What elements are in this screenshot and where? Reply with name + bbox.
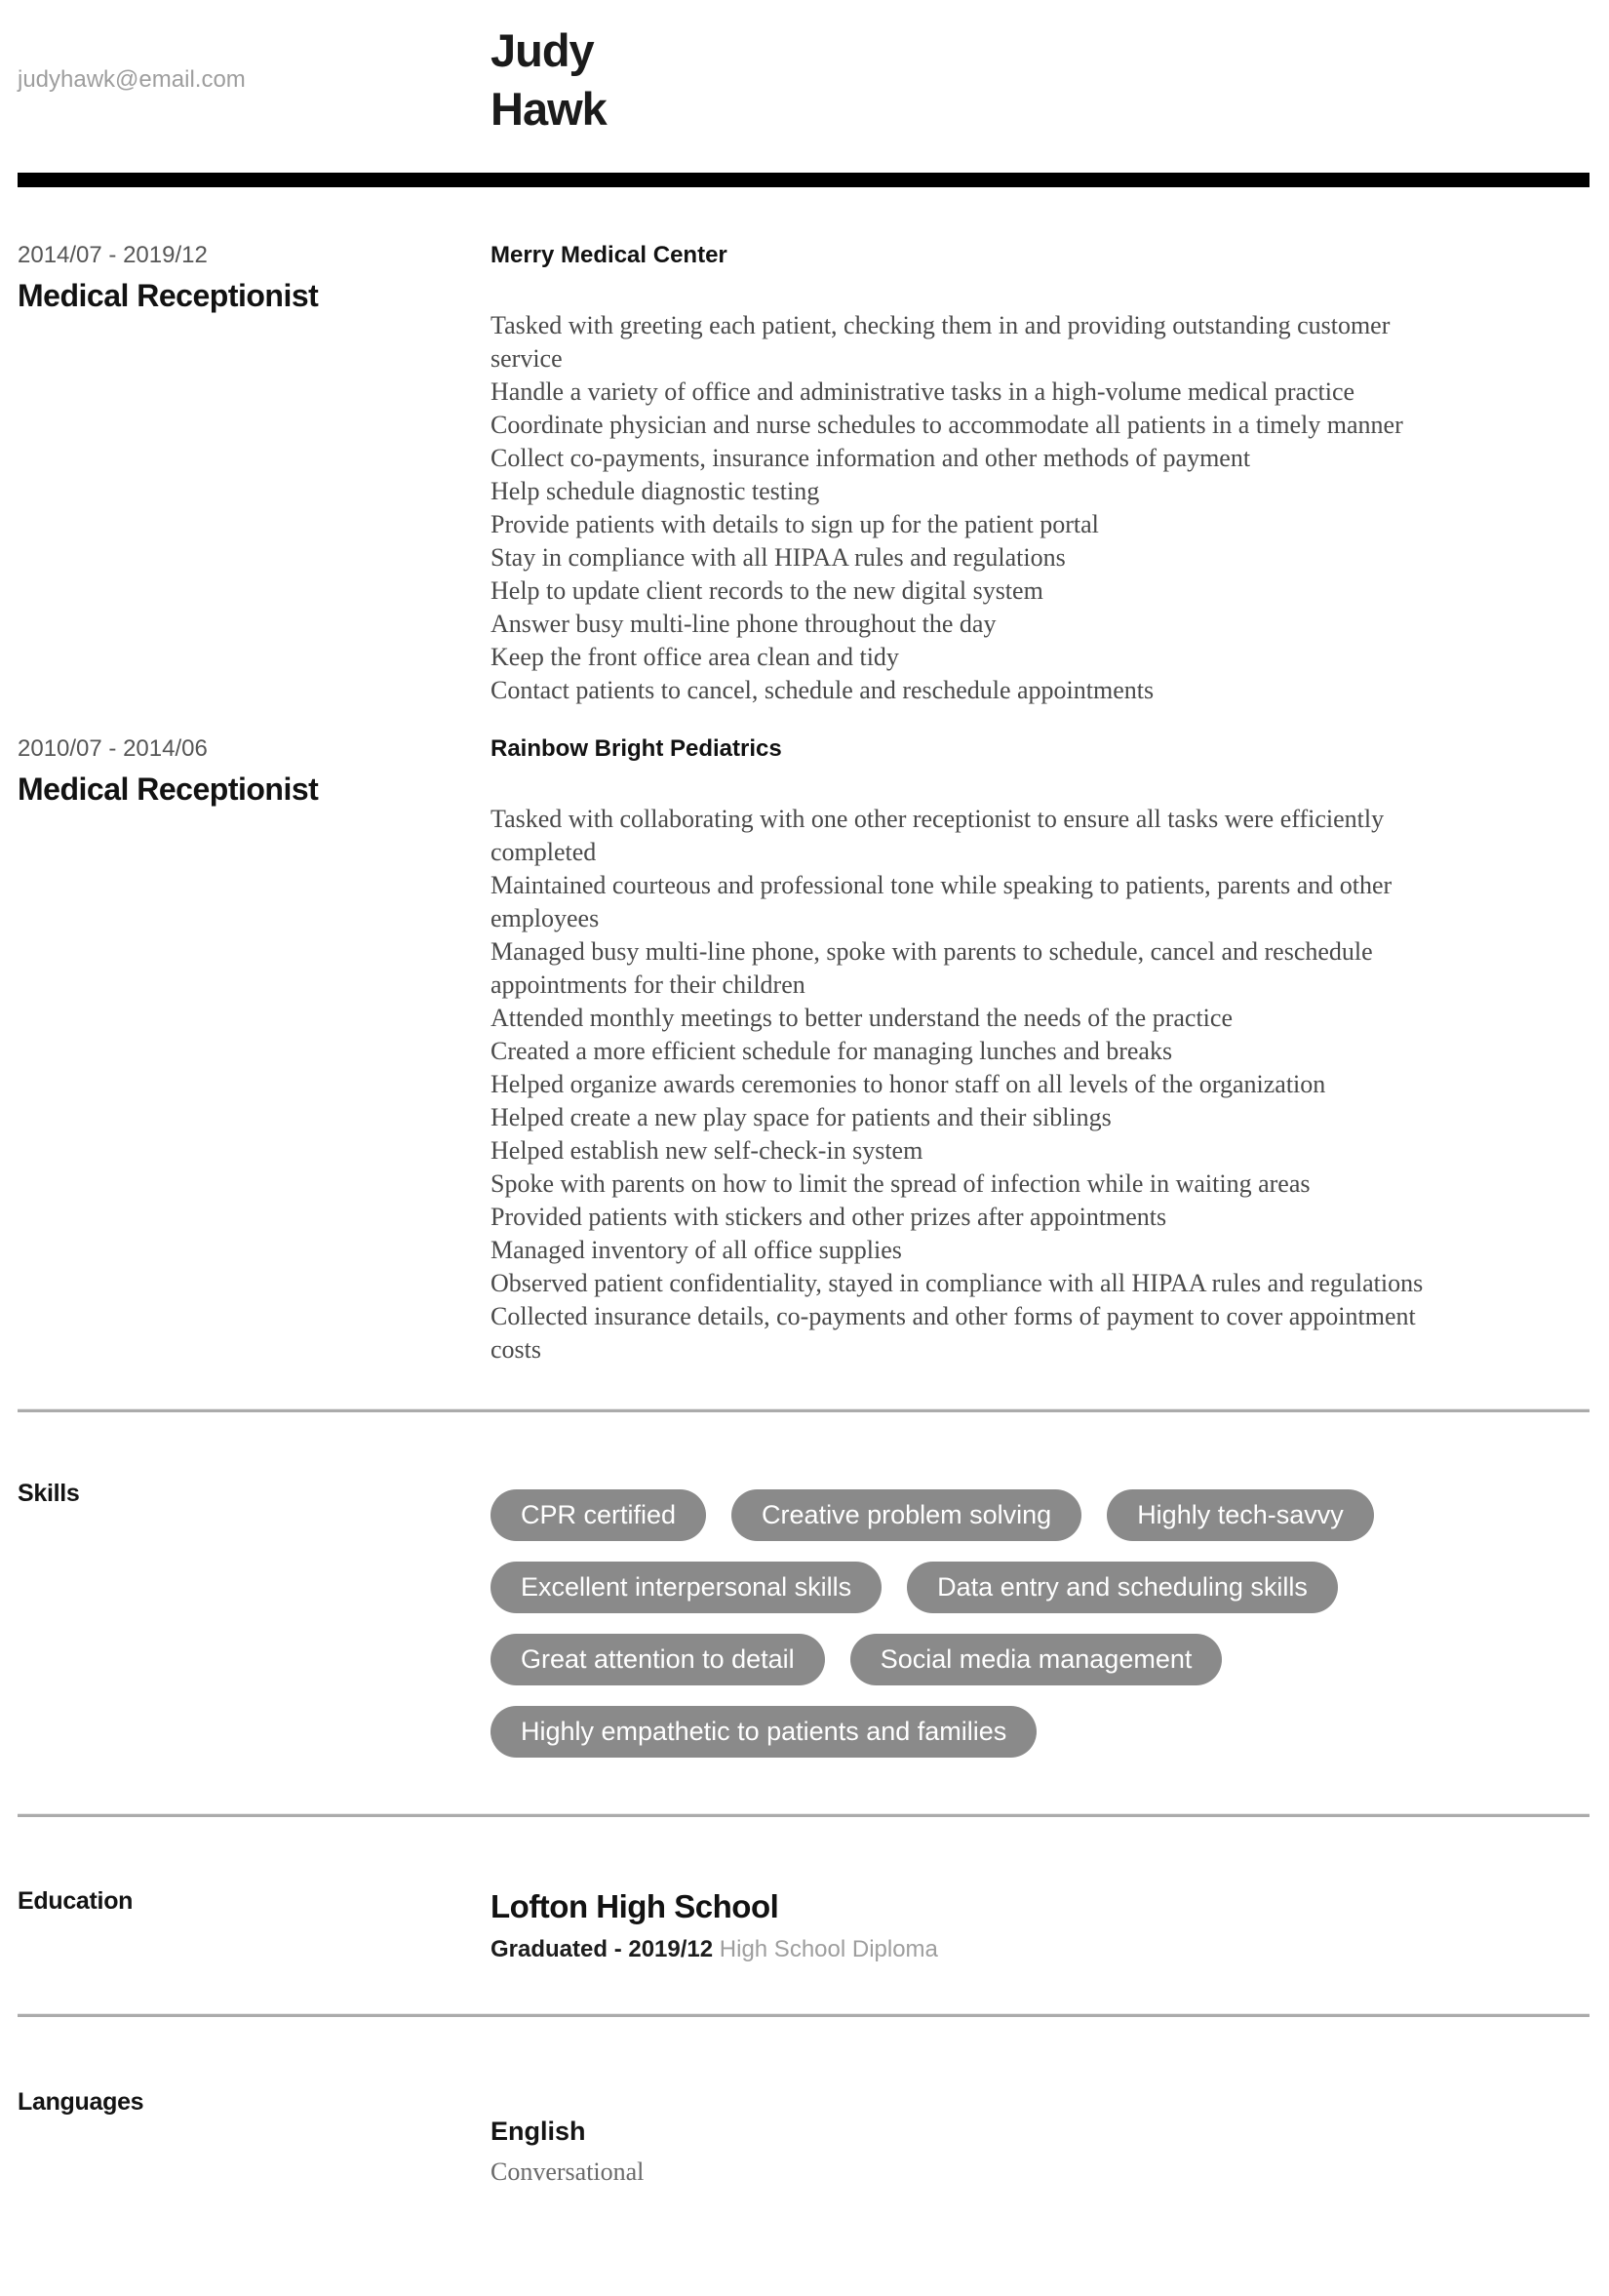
job-description — [491, 309, 1589, 707]
job-description-line: Provide patients with details to sign up for the patient portal — [491, 510, 1099, 538]
job-description-line: Tasked with greeting each patient, checking them in and providing outstanding customer — [491, 311, 1391, 339]
job-description-line: Help schedule diagnostic testing — [491, 477, 820, 505]
languages-label: Languages — [18, 2088, 144, 2116]
job-description-line: completed — [491, 838, 597, 866]
job-description-line: Contact patients to cancel, schedule and reschedule appointments — [491, 676, 1155, 704]
skills-label: Skills — [18, 1480, 80, 1507]
job-description-line: Helped create a new play space for patients and their siblings — [491, 1103, 1112, 1131]
skills-pill-row — [491, 1634, 1589, 1685]
education-label: Education — [18, 1887, 134, 1915]
person-name — [491, 21, 1589, 139]
job-description-line: Help to update client records to the new digital system — [491, 576, 1043, 605]
job-description-line: Managed inventory of all office supplies — [491, 1236, 902, 1264]
skills-pill-row — [491, 1706, 1589, 1758]
header-divider-bar — [18, 173, 1589, 187]
skill-pill: Excellent interpersonal skills — [491, 1562, 882, 1613]
job-title: Medical Receptionist — [18, 772, 319, 807]
education-section — [0, 1817, 1609, 1964]
job-description-line: Attended monthly meetings to better understand the needs of the practice — [491, 1004, 1233, 1032]
job-description-line: Maintained courteous and professional tone while speaking to patients, parents and other — [491, 871, 1393, 899]
job-description-line: service — [491, 344, 563, 373]
job-description-line: Provided patients with stickers and other prizes after appointments — [491, 1203, 1167, 1231]
job-description-line: Handle a variety of office and administrative tasks in a high-volume medical practice — [491, 377, 1355, 406]
job-right-column — [491, 241, 1589, 707]
language-name: English — [491, 2117, 586, 2146]
language-level: Conversational — [491, 2157, 645, 2186]
job-description-line: Helped establish new self-check-in system — [491, 1136, 923, 1165]
job-title: Medical Receptionist — [18, 278, 319, 313]
skill-pill: Highly empathetic to patients and families — [491, 1706, 1037, 1758]
school-name: Lofton High School — [491, 1888, 779, 1924]
education-right-column — [491, 1886, 1589, 1964]
job-dates: 2010/07 - 2014/06 — [18, 735, 208, 762]
job-description-line: costs — [491, 1335, 541, 1364]
job-description-line: appointments for their children — [491, 970, 805, 999]
header — [0, 0, 1609, 139]
job-description-line: Collected insurance details, co-payments and other forms of payment to cover appointment — [491, 1302, 1416, 1330]
job-description-line: Spoke with parents on how to limit the spread of infection while in waiting areas — [491, 1169, 1311, 1198]
email-text: judyhawk@email.com — [18, 66, 246, 93]
skill-pill: CPR certified — [491, 1489, 706, 1541]
job-left-column — [18, 241, 491, 707]
skill-pill: Creative problem solving — [731, 1489, 1081, 1541]
job-description-line: Stay in compliance with all HIPAA rules and regulations — [491, 543, 1066, 572]
job-description-line: Keep the front office area clean and tidy — [491, 643, 899, 671]
job-entry — [0, 241, 1609, 707]
skill-pill: Data entry and scheduling skills — [907, 1562, 1338, 1613]
skills-section — [0, 1412, 1609, 1758]
person-last-name: Hawk — [491, 83, 607, 135]
skills-pill-row — [491, 1489, 1589, 1541]
company-name: Merry Medical Center — [491, 242, 727, 268]
skill-pill: Highly tech-savvy — [1107, 1489, 1374, 1541]
job-description-line: Collect co-payments, insurance information and other methods of payment — [491, 444, 1251, 472]
person-first-name: Judy — [491, 24, 594, 76]
skill-pill: Great attention to detail — [491, 1634, 825, 1685]
job-description-line: Created a more efficient schedule for managing lunches and breaks — [491, 1037, 1173, 1065]
job-description-line: Tasked with collaborating with one other receptionist to ensure all tasks were efficiently — [491, 805, 1385, 833]
job-description-line: employees — [491, 904, 600, 932]
job-description-line: Managed busy multi-line phone, spoke with parents to schedule, cancel and reschedule — [491, 937, 1373, 966]
languages-right-column — [491, 2087, 1589, 2189]
languages-section — [0, 2017, 1609, 2189]
job-description-line: Helped organize awards ceremonies to honor staff on all levels of the organization — [491, 1070, 1326, 1098]
skills-pill-row — [491, 1562, 1589, 1613]
job-description — [491, 803, 1589, 1366]
job-right-column — [491, 734, 1589, 1366]
job-dates: 2014/07 - 2019/12 — [18, 242, 208, 268]
degree-name: High School Diploma — [719, 1936, 938, 1962]
skills-pills — [491, 1489, 1589, 1758]
company-name: Rainbow Bright Pediatrics — [491, 735, 782, 762]
job-left-column — [18, 734, 491, 1366]
job-description-line: Answer busy multi-line phone throughout the day — [491, 610, 997, 638]
job-description-line: Coordinate physician and nurse schedules to accommodate all patients in a timely manner — [491, 411, 1403, 439]
experience-section — [0, 187, 1609, 1366]
job-entry — [0, 734, 1609, 1366]
graduation-date: Graduated - 2019/12 — [491, 1936, 714, 1962]
skill-pill: Social media management — [850, 1634, 1223, 1685]
job-description-line: Observed patient confidentiality, stayed in compliance with all HIPAA rules and regulations — [491, 1269, 1424, 1297]
graduation-line — [491, 1935, 1589, 1964]
